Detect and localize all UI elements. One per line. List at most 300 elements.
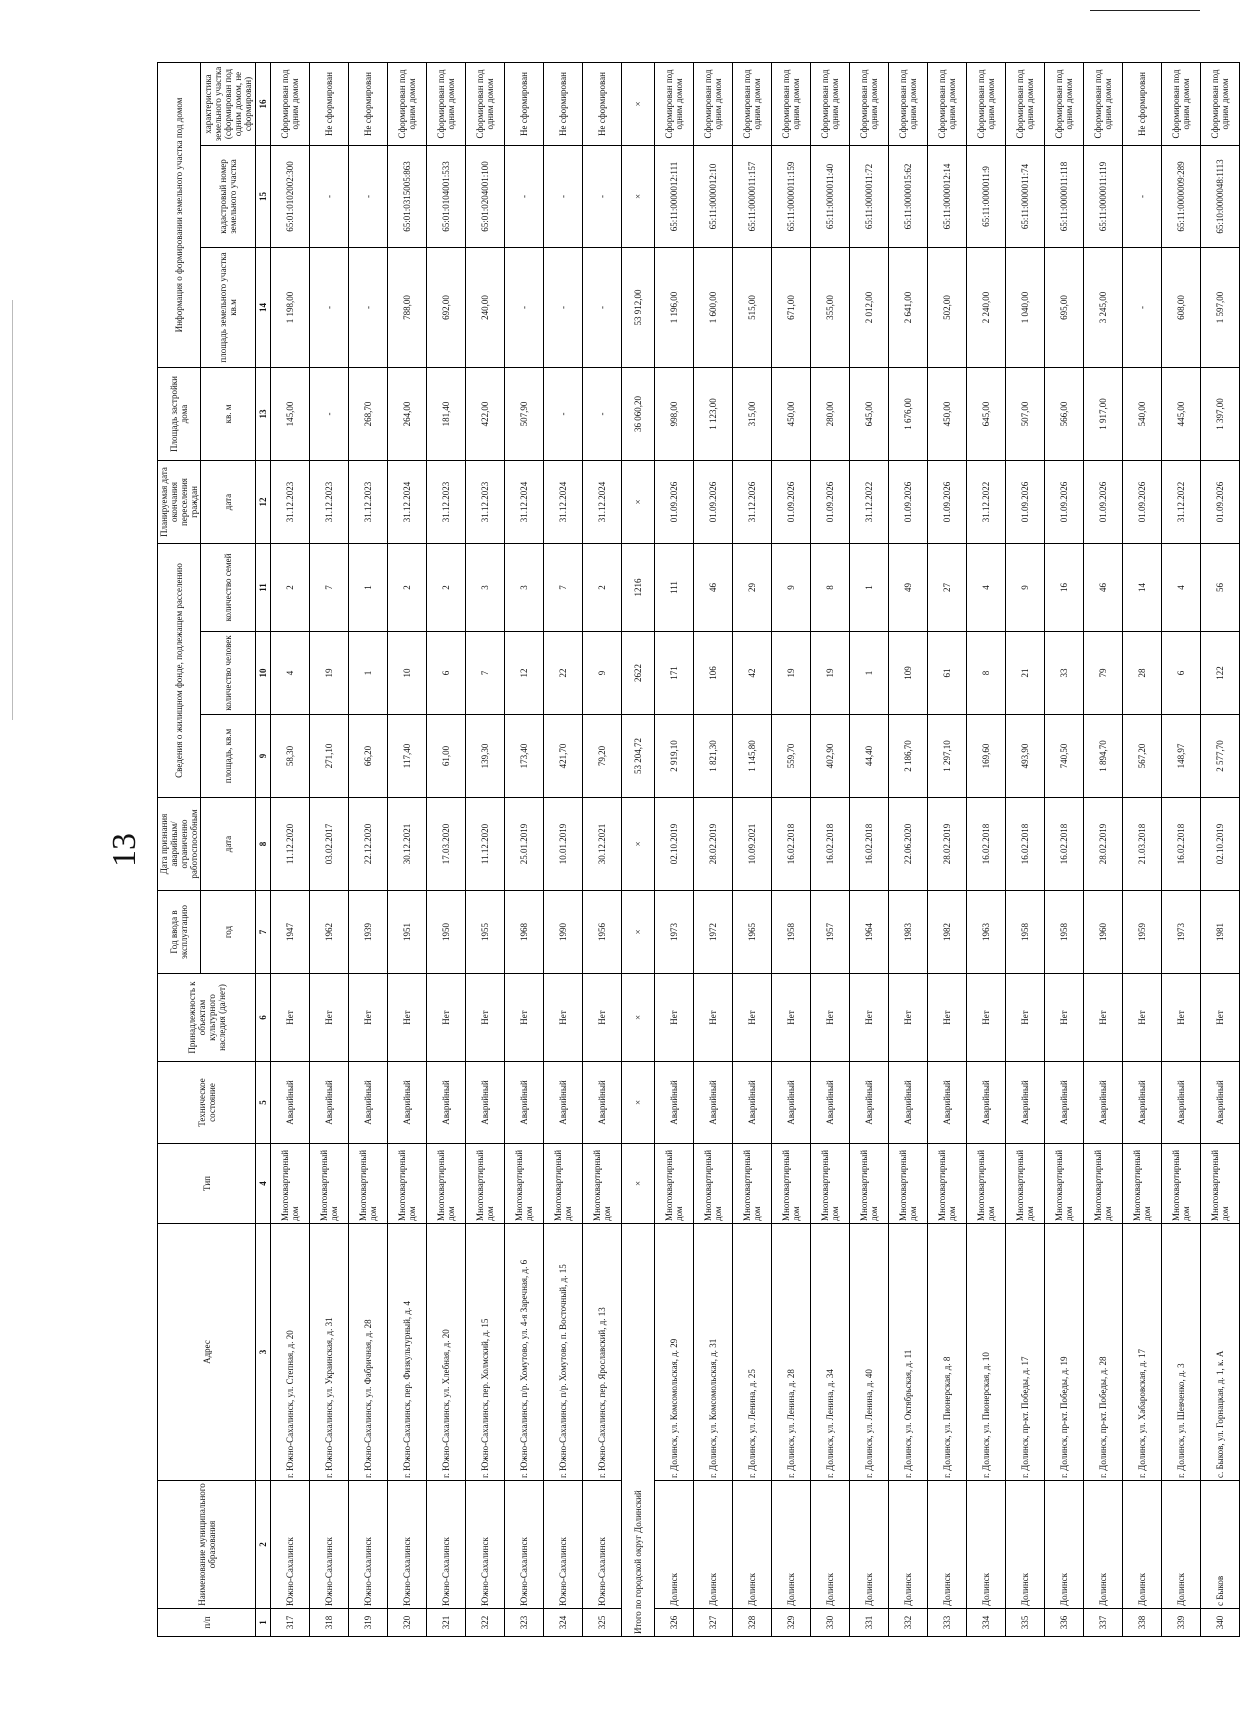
cell-year: 1958 <box>1006 891 1045 974</box>
cell-built-area: 315,00 <box>733 368 772 461</box>
cell-address: г. Долинск, ул. Пионерская, д. 8 <box>928 1224 967 1481</box>
cell-families: 9 <box>772 544 811 632</box>
cell-cadastral-number: - <box>1123 146 1162 248</box>
cell-cadastral-number: 65:11:0000011:72 <box>850 146 889 248</box>
cell-land-characteristic: Сформирован под одним домом <box>1045 63 1084 146</box>
cell-condition: Аварийный <box>889 1062 928 1144</box>
cell-address: с. Быков, ул. Горнацкая, д. 1, к. А <box>1201 1224 1240 1481</box>
cell-families: 46 <box>1084 544 1123 632</box>
cell-row-number: 325 <box>583 1609 622 1637</box>
cell-land-characteristic: Сформирован под одним домом <box>733 63 772 146</box>
header-planned-group: Планируемая дата окончания переселения граждан <box>158 461 201 544</box>
cell-built-area: 566,00 <box>1045 368 1084 461</box>
cell-type: Многоквартирный дом <box>544 1144 583 1224</box>
cell-land-characteristic: Не сформирован <box>544 63 583 146</box>
cell-row-number: 318 <box>310 1609 349 1637</box>
cell-land-area: 2 012,00 <box>850 248 889 368</box>
cell-row-number: 335 <box>1006 1609 1045 1637</box>
cell-row-number: 317 <box>271 1609 310 1637</box>
cell-area: 271,10 <box>310 715 349 798</box>
cell-land-characteristic: Сформирован под одним домом <box>967 63 1006 146</box>
cell-land-area: 1 597,00 <box>1201 248 1240 368</box>
cell-recognition-date: 11.12.2020 <box>466 798 505 891</box>
table-row <box>1162 63 1201 1637</box>
cell-recognition-date: 16.02.2018 <box>967 798 1006 891</box>
cell-land-area: - <box>310 248 349 368</box>
cell-families: 7 <box>310 544 349 632</box>
cell-condition: Аварийный <box>427 1062 466 1144</box>
cell-row-number: 333 <box>928 1609 967 1637</box>
cell-municipality: Долинск <box>889 1481 928 1609</box>
cell-municipality: Южно-Сахалинск <box>388 1481 427 1609</box>
cell-cadastral-number: 65:10:0000048:1113 <box>1201 146 1240 248</box>
cell-address: г. Долинск, ул. Пионерская, д. 10 <box>967 1224 1006 1481</box>
cell-cadastral-number: 65:11:0000011:119 <box>1084 146 1123 248</box>
header-municipality: Наименование муниципального образования <box>158 1481 256 1609</box>
cell-type: Многоквартирный дом <box>889 1144 928 1224</box>
cell-condition: Аварийный <box>349 1062 388 1144</box>
cell-municipality: Долинск <box>733 1481 772 1609</box>
cell-planned-date: 31.12.2022 <box>850 461 889 544</box>
cell-area: 559,70 <box>772 715 811 798</box>
cell-row-number: 336 <box>1045 1609 1084 1637</box>
column-number-1: 1 <box>256 1609 271 1637</box>
cell-recognition-date: 17.03.2020 <box>427 798 466 891</box>
column-number-11: 11 <box>256 544 271 632</box>
cell-year: 1957 <box>811 891 850 974</box>
cell-type: Многоквартирный дом <box>811 1144 850 1224</box>
cell-people: 8 <box>967 632 1006 715</box>
cell-area: 169,60 <box>967 715 1006 798</box>
cell-land-characteristic: Не сформирован <box>505 63 544 146</box>
cell-families: 2 <box>271 544 310 632</box>
cell-built-area: 1 917,00 <box>1084 368 1123 461</box>
cell-address: г. Южно-Сахалинск, ул. Украинская, д. 31 <box>310 1224 349 1481</box>
cell-condition: Аварийный <box>271 1062 310 1144</box>
cell-address: г. Южно-Сахалинск, пер. Ярославский, д. 13 <box>583 1224 622 1481</box>
cell-type: Многоквартирный дом <box>1045 1144 1084 1224</box>
cell-row-number: 334 <box>967 1609 1006 1637</box>
cell-type: Многоквартирный дом <box>772 1144 811 1224</box>
cell-year: 1956 <box>583 891 622 974</box>
cell-area: 493,90 <box>1006 715 1045 798</box>
cell-people: 28 <box>1123 632 1162 715</box>
column-number-8: 8 <box>256 798 271 891</box>
cell-address: г. Южно-Сахалинск, ул. Степная, д. 20 <box>271 1224 310 1481</box>
column-number-7: 7 <box>256 891 271 974</box>
table-row <box>694 63 733 1637</box>
cell-row-number: 330 <box>811 1609 850 1637</box>
cell-planned-date: 31.12.2024 <box>544 461 583 544</box>
cell-condition: Аварийный <box>505 1062 544 1144</box>
header-cadastral: кадастровый номер земельного участка <box>201 146 256 248</box>
table-row <box>655 63 694 1637</box>
header-land-group: Информация о формировании земельного участка под домом <box>158 63 201 368</box>
cell-planned-date: 31.12.2022 <box>967 461 1006 544</box>
total-type: × <box>622 1144 655 1224</box>
cell-recognition-date: 28.02.2019 <box>1084 798 1123 891</box>
cell-address: г. Долинск, ул. Ленина, д. 40 <box>850 1224 889 1481</box>
cell-year: 1983 <box>889 891 928 974</box>
table-row <box>850 63 889 1637</box>
cell-land-area: 2 240,00 <box>967 248 1006 368</box>
cell-area: 740,50 <box>1045 715 1084 798</box>
cell-planned-date: 01.09.2026 <box>889 461 928 544</box>
cell-type: Многоквартирный дом <box>310 1144 349 1224</box>
cell-heritage: Нет <box>388 974 427 1062</box>
table-row <box>928 63 967 1637</box>
cell-recognition-date: 10.09.2021 <box>733 798 772 891</box>
cell-address: г. Долинск, ул. Октябрьская, д. 11 <box>889 1224 928 1481</box>
cell-type: Многоквартирный дом <box>271 1144 310 1224</box>
cell-row-number: 338 <box>1123 1609 1162 1637</box>
cell-recognition-date: 16.02.2018 <box>811 798 850 891</box>
cell-land-area: - <box>544 248 583 368</box>
cell-planned-date: 31.12.2023 <box>349 461 388 544</box>
cell-cadastral-number: - <box>583 146 622 248</box>
cell-recognition-date: 11.12.2020 <box>271 798 310 891</box>
column-number-2: 2 <box>256 1481 271 1609</box>
cell-municipality: Южно-Сахалинск <box>466 1481 505 1609</box>
table-row <box>310 63 349 1637</box>
cell-land-area: 671,00 <box>772 248 811 368</box>
cell-heritage: Нет <box>1045 974 1084 1062</box>
cell-built-area: - <box>544 368 583 461</box>
cell-land-characteristic: Сформирован под одним домом <box>655 63 694 146</box>
cell-address: г. Долинск, ул. Комсомольская, д. 29 <box>655 1224 694 1481</box>
cell-families: 1 <box>850 544 889 632</box>
cell-planned-date: 01.09.2026 <box>694 461 733 544</box>
cell-condition: Аварийный <box>850 1062 889 1144</box>
cell-recognition-date: 22.06.2020 <box>889 798 928 891</box>
column-number-row <box>256 63 271 1637</box>
table-row <box>889 63 928 1637</box>
cell-row-number: 328 <box>733 1609 772 1637</box>
cell-land-area: 692,00 <box>427 248 466 368</box>
cell-type: Многоквартирный дом <box>733 1144 772 1224</box>
cell-land-area: 502,00 <box>928 248 967 368</box>
cell-cadastral-number: - <box>505 146 544 248</box>
cell-land-characteristic: Сформирован под одним домом <box>466 63 505 146</box>
cell-heritage: Нет <box>271 974 310 1062</box>
cell-cadastral-number: 65:01:0102002:300 <box>271 146 310 248</box>
cell-condition: Аварийный <box>1162 1062 1201 1144</box>
cell-people: 19 <box>811 632 850 715</box>
cell-year: 1939 <box>349 891 388 974</box>
cell-row-number: 326 <box>655 1609 694 1637</box>
cell-condition: Аварийный <box>928 1062 967 1144</box>
cell-recognition-date: 28.02.2019 <box>928 798 967 891</box>
cell-row-number: 327 <box>694 1609 733 1637</box>
cell-people: 79 <box>1084 632 1123 715</box>
cell-condition: Аварийный <box>1123 1062 1162 1144</box>
cell-year: 1962 <box>310 891 349 974</box>
cell-families: 8 <box>811 544 850 632</box>
cell-address: г. Долинск, пр-кт. Победы, д. 17 <box>1006 1224 1045 1481</box>
cell-area: 402,90 <box>811 715 850 798</box>
column-number-15: 15 <box>256 146 271 248</box>
column-number-5: 5 <box>256 1062 271 1144</box>
cell-cadastral-number: 65:11:0000011:159 <box>772 146 811 248</box>
cell-people: 1 <box>850 632 889 715</box>
cell-year: 1963 <box>967 891 1006 974</box>
cell-people: 12 <box>505 632 544 715</box>
cell-address: г. Долинск, ул. Шевченко, д. 3 <box>1162 1224 1201 1481</box>
cell-built-area: 645,00 <box>850 368 889 461</box>
cell-people: 33 <box>1045 632 1084 715</box>
cell-land-area: 1 600,00 <box>694 248 733 368</box>
cell-municipality: Южно-Сахалинск <box>310 1481 349 1609</box>
header-land-area <box>201 248 256 368</box>
cell-address: г. Южно-Сахалинск, ул. Хлебная, д. 20 <box>427 1224 466 1481</box>
cell-row-number: 321 <box>427 1609 466 1637</box>
cell-year: 1968 <box>505 891 544 974</box>
cell-people: 19 <box>310 632 349 715</box>
cell-condition: Аварийный <box>967 1062 1006 1144</box>
cell-planned-date: 31.12.2024 <box>583 461 622 544</box>
cell-planned-date: 01.09.2026 <box>1201 461 1240 544</box>
cell-condition: Аварийный <box>310 1062 349 1144</box>
cell-planned-date: 01.09.2026 <box>772 461 811 544</box>
page-number: 13 <box>106 833 143 867</box>
cell-families: 16 <box>1045 544 1084 632</box>
cell-land-area: 515,00 <box>733 248 772 368</box>
cell-area: 58,30 <box>271 715 310 798</box>
cell-built-area: 445,00 <box>1162 368 1201 461</box>
table-row <box>388 63 427 1637</box>
cell-condition: Аварийный <box>466 1062 505 1144</box>
cell-area: 2 186,70 <box>889 715 928 798</box>
cell-cadastral-number: 65:11:0000012:14 <box>928 146 967 248</box>
cell-land-area: - <box>505 248 544 368</box>
cell-heritage: Нет <box>1201 974 1240 1062</box>
cell-area: 1 297,10 <box>928 715 967 798</box>
table-total <box>622 63 655 1637</box>
cell-planned-date: 01.09.2026 <box>1123 461 1162 544</box>
cell-year: 1947 <box>271 891 310 974</box>
cell-heritage: Нет <box>505 974 544 1062</box>
table-row <box>1006 63 1045 1637</box>
cell-cadastral-number: 65:11:0000012:10 <box>694 146 733 248</box>
cell-families: 2 <box>427 544 466 632</box>
cell-address: г. Долинск, ул. Ленина, д. 34 <box>811 1224 850 1481</box>
cell-year: 1958 <box>772 891 811 974</box>
cell-row-number: 323 <box>505 1609 544 1637</box>
cell-heritage: Нет <box>1084 974 1123 1062</box>
total-planned: × <box>622 461 655 544</box>
cell-area: 1 894,70 <box>1084 715 1123 798</box>
cell-cadastral-number: 65:11:0000009:289 <box>1162 146 1201 248</box>
cell-municipality: Долинск <box>1045 1481 1084 1609</box>
header-planned-date: дата <box>201 461 256 544</box>
cell-heritage: Нет <box>694 974 733 1062</box>
header-year: год <box>201 891 256 974</box>
cell-type: Многоквартирный дом <box>928 1144 967 1224</box>
cell-area: 117,40 <box>388 715 427 798</box>
total-date: × <box>622 798 655 891</box>
column-number-12: 12 <box>256 461 271 544</box>
cell-land-area: - <box>583 248 622 368</box>
cell-area: 139,30 <box>466 715 505 798</box>
cell-land-characteristic: Сформирован под одним домом <box>271 63 310 146</box>
cell-built-area: 507,90 <box>505 368 544 461</box>
column-number-16: 16 <box>256 63 271 146</box>
cell-land-characteristic: Сформирован под одним домом <box>1201 63 1240 146</box>
cell-municipality: Долинск <box>1123 1481 1162 1609</box>
cell-planned-date: 01.09.2026 <box>655 461 694 544</box>
cell-families: 9 <box>1006 544 1045 632</box>
header-built-area: кв. м <box>201 368 256 461</box>
cell-area: 2 577,70 <box>1201 715 1240 798</box>
cell-year: 1964 <box>850 891 889 974</box>
cell-recognition-date: 28.02.2019 <box>694 798 733 891</box>
cell-condition: Аварийный <box>694 1062 733 1144</box>
cell-municipality: Южно-Сахалинск <box>427 1481 466 1609</box>
cell-condition: Аварийный <box>1084 1062 1123 1144</box>
cell-type: Многоквартирный дом <box>505 1144 544 1224</box>
cell-built-area: 422,00 <box>466 368 505 461</box>
cell-cadastral-number: 65:01:0104001:533 <box>427 146 466 248</box>
header-land-area-unit: кв.м <box>228 299 238 316</box>
cell-land-area: 1 198,00 <box>271 248 310 368</box>
cell-planned-date: 31.12.2023 <box>466 461 505 544</box>
table-row <box>271 63 310 1637</box>
cell-type: Многоквартирный дом <box>466 1144 505 1224</box>
header-address: Адрес <box>158 1224 256 1481</box>
cell-cadastral-number: 65:11:0000011:118 <box>1045 146 1084 248</box>
cell-families: 2 <box>388 544 427 632</box>
cell-families: 1 <box>349 544 388 632</box>
cell-land-characteristic: Сформирован под одним домом <box>1006 63 1045 146</box>
column-number-10: 10 <box>256 632 271 715</box>
cell-year: 1973 <box>1162 891 1201 974</box>
cell-recognition-date: 30.12.2021 <box>388 798 427 891</box>
cell-recognition-date: 10.01.2019 <box>544 798 583 891</box>
cell-land-characteristic: Сформирован под одним домом <box>850 63 889 146</box>
cell-families: 7 <box>544 544 583 632</box>
cell-built-area: - <box>583 368 622 461</box>
cell-heritage: Нет <box>466 974 505 1062</box>
cell-year: 1981 <box>1201 891 1240 974</box>
cell-land-characteristic: Не сформирован <box>310 63 349 146</box>
cell-type: Многоквартирный дом <box>967 1144 1006 1224</box>
cell-condition: Аварийный <box>583 1062 622 1144</box>
cell-municipality: Южно-Сахалинск <box>271 1481 310 1609</box>
total-year: × <box>622 891 655 974</box>
cell-municipality: Южно-Сахалинск <box>349 1481 388 1609</box>
cell-cadastral-number: - <box>544 146 583 248</box>
cell-land-characteristic: Сформирован под одним домом <box>1084 63 1123 146</box>
cell-row-number: 331 <box>850 1609 889 1637</box>
cell-heritage: Нет <box>733 974 772 1062</box>
cell-planned-date: 01.09.2026 <box>1006 461 1045 544</box>
cell-type: Многоквартирный дом <box>850 1144 889 1224</box>
cell-heritage: Нет <box>1006 974 1045 1062</box>
cell-address: г. Долинск, ул. Комсомольская, д. 31 <box>694 1224 733 1481</box>
cell-land-area: 2 641,00 <box>889 248 928 368</box>
cell-heritage: Нет <box>772 974 811 1062</box>
cell-built-area: 1 123,00 <box>694 368 733 461</box>
cell-land-area: 3 245,00 <box>1084 248 1123 368</box>
cell-families: 56 <box>1201 544 1240 632</box>
total-heritage: × <box>622 974 655 1062</box>
cell-row-number: 320 <box>388 1609 427 1637</box>
cell-families: 111 <box>655 544 694 632</box>
cell-people: 4 <box>271 632 310 715</box>
cell-row-number: 339 <box>1162 1609 1201 1637</box>
cell-planned-date: 31.12.2024 <box>388 461 427 544</box>
cell-families: 27 <box>928 544 967 632</box>
cell-municipality: Долинск <box>1084 1481 1123 1609</box>
cell-type: Многоквартирный дом <box>583 1144 622 1224</box>
cell-area: 44,40 <box>850 715 889 798</box>
cell-built-area: 1 676,00 <box>889 368 928 461</box>
cell-land-characteristic: Сформирован под одним домом <box>889 63 928 146</box>
cell-year: 1972 <box>694 891 733 974</box>
cell-address: г. Южно-Сахалинск, п/р. Хомутово, п. Восточный, д. 15 <box>544 1224 583 1481</box>
cell-address: г. Долинск, пр-кт. Победы, д. 28 <box>1084 1224 1123 1481</box>
table-row <box>967 63 1006 1637</box>
header-recognition-date: дата <box>201 798 256 891</box>
header-recognition-group: Дата признания аварийным/ограниченно работоспособным <box>158 798 201 891</box>
cell-row-number: 332 <box>889 1609 928 1637</box>
cell-land-characteristic: Сформирован под одним домом <box>928 63 967 146</box>
cell-municipality: Долинск <box>694 1481 733 1609</box>
header-land-area-group: площадь земельного участка <box>218 252 228 363</box>
cell-people: 6 <box>427 632 466 715</box>
total-row <box>622 63 655 1637</box>
cell-year: 1990 <box>544 891 583 974</box>
cell-land-characteristic: Сформирован под одним домом <box>772 63 811 146</box>
total-label: Итого по городской округ Долинский <box>622 1224 655 1637</box>
cell-area: 79,20 <box>583 715 622 798</box>
table-row <box>772 63 811 1637</box>
cell-land-area: 240,00 <box>466 248 505 368</box>
cell-municipality: Долинск <box>1162 1481 1201 1609</box>
cell-heritage: Нет <box>427 974 466 1062</box>
cell-heritage: Нет <box>583 974 622 1062</box>
cell-row-number: 319 <box>349 1609 388 1637</box>
cell-heritage: Нет <box>811 974 850 1062</box>
cell-year: 1958 <box>1045 891 1084 974</box>
cell-address: г. Южно-Сахалинск, п/р. Хомутово, ул. 4-я Заречная, д. 6 <box>505 1224 544 1481</box>
cell-heritage: Нет <box>889 974 928 1062</box>
cell-condition: Аварийный <box>388 1062 427 1144</box>
cell-type: Многоквартирный дом <box>427 1144 466 1224</box>
table-row <box>544 63 583 1637</box>
cell-cadastral-number: 65:11:0000012:111 <box>655 146 694 248</box>
cell-built-area: 268,70 <box>349 368 388 461</box>
cell-built-area: 998,00 <box>655 368 694 461</box>
cell-heritage: Нет <box>310 974 349 1062</box>
cell-cadastral-number: 65:01:0315005:863 <box>388 146 427 248</box>
cell-built-area: 1 397,00 <box>1201 368 1240 461</box>
cell-heritage: Нет <box>850 974 889 1062</box>
cell-address: г. Южно-Сахалинск, пер. Физкультурный, д. 4 <box>388 1224 427 1481</box>
cell-built-area: 450,00 <box>928 368 967 461</box>
cell-address: г. Долинск, ул. Ленина, д. 28 <box>772 1224 811 1481</box>
total-people: 2622 <box>622 632 655 715</box>
table-row <box>733 63 772 1637</box>
cell-area: 1 821,30 <box>694 715 733 798</box>
cell-land-area: 355,00 <box>811 248 850 368</box>
total-char: × <box>622 63 655 146</box>
total-families: 1216 <box>622 544 655 632</box>
column-number-4: 4 <box>256 1144 271 1224</box>
cell-land-characteristic: Сформирован под одним домом <box>427 63 466 146</box>
header-n: п/п <box>158 1609 256 1637</box>
cell-built-area: 264,00 <box>388 368 427 461</box>
